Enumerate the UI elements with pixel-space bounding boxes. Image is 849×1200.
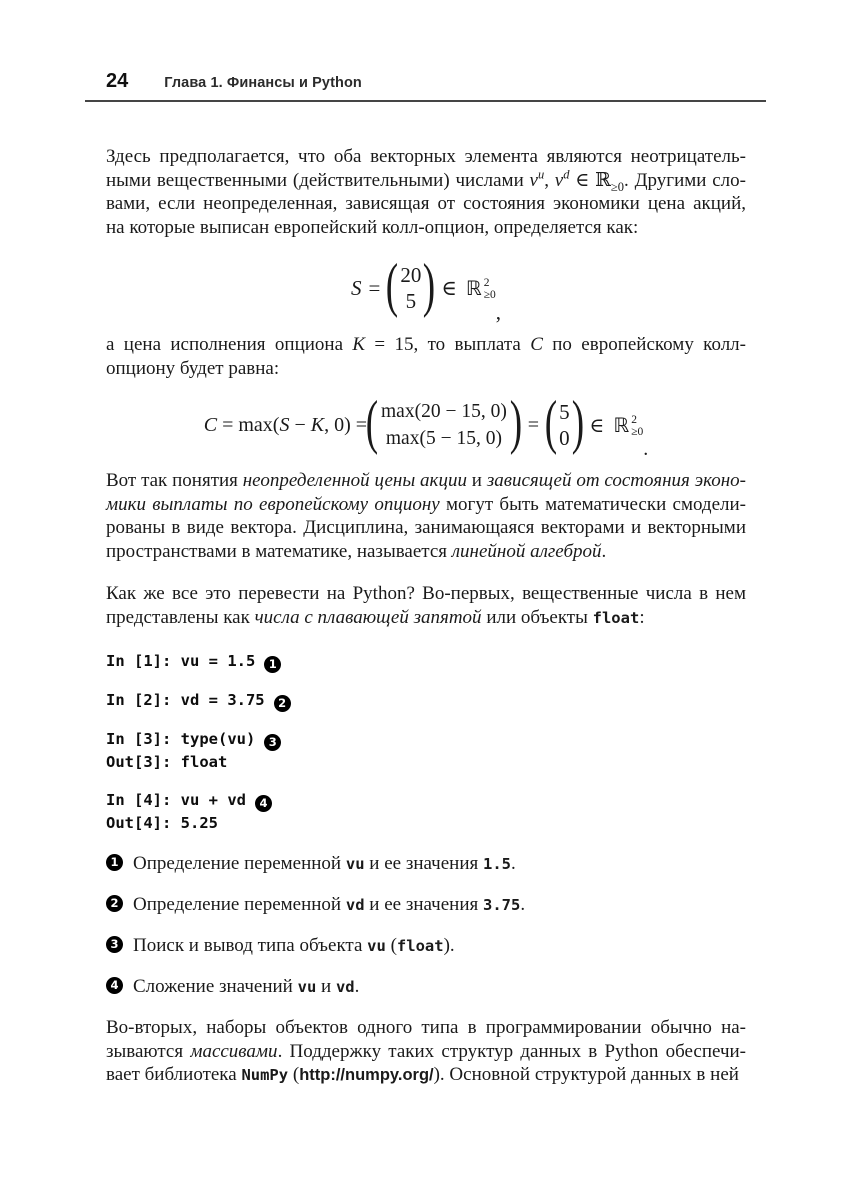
text-run: vd <box>345 896 365 914</box>
text-run: Поиск и вывод типа объекта <box>133 935 368 956</box>
double-struck-R: ℝ <box>613 413 630 437</box>
text-run: : <box>639 606 645 628</box>
text-line <box>106 1040 746 1064</box>
code-text: Out[3]: float <box>106 753 228 771</box>
text-run: , 0) = <box>324 413 368 436</box>
text-line <box>106 606 746 631</box>
vector-column <box>397 262 424 314</box>
text-run: и <box>466 470 487 491</box>
text-run: . <box>354 976 360 997</box>
text-run: vu <box>367 937 386 955</box>
text-run: и ее значения <box>364 853 483 874</box>
sup-sub-stack <box>631 414 643 438</box>
text-run: vu <box>345 855 365 873</box>
vector-column <box>556 399 573 451</box>
callout-3-badge: 3 <box>106 936 123 953</box>
text-run: ). Основной структурой данных в ней <box>433 1064 739 1085</box>
paragraph-numpy-arrays <box>106 1016 746 1088</box>
vector-entry: 0 <box>559 426 570 450</box>
vector-entry: 5 <box>559 400 570 424</box>
double-struck-R: ℝ <box>465 276 482 300</box>
text-run: = 15, то выплата <box>365 334 531 355</box>
text-run: Определение переменной <box>133 853 346 874</box>
page-header <box>106 0 746 93</box>
text-run: = max( <box>217 413 280 436</box>
text-line <box>106 333 746 357</box>
callout-item-3 <box>106 934 746 958</box>
callout-2-text <box>133 893 525 917</box>
callout-list <box>106 852 746 999</box>
left-paren: ( <box>544 389 558 455</box>
text-run: опциону будет равна: <box>106 357 280 379</box>
text-run: d <box>563 167 570 182</box>
math-row <box>203 389 649 460</box>
page-content <box>106 0 746 1088</box>
equation-payoff <box>106 389 746 460</box>
text-run: Во-вторых, наборы объектов одного типа в программировании обычно на- <box>106 1017 746 1038</box>
text-line <box>106 516 746 540</box>
chapter-title: Глава 1. Финансы и Python <box>164 75 362 91</box>
math-row <box>350 252 501 324</box>
callout-item-2 <box>106 893 746 917</box>
text-run: http://numpy.org/ <box>299 1066 434 1084</box>
text-run: Здесь предполагается, что оба векторных элемента являются неотрицатель- <box>106 146 746 167</box>
text-run: ≥0 <box>610 179 625 194</box>
text-run: u <box>537 167 545 182</box>
left-paren: ( <box>365 389 379 455</box>
text-run: C <box>530 334 543 355</box>
text-run: float <box>396 937 444 955</box>
equals-sign: = <box>527 413 540 436</box>
text-run: vu <box>297 978 317 996</box>
code-line <box>106 812 746 834</box>
code-line <box>106 751 746 773</box>
code-text: Out[4]: 5.25 <box>106 814 218 832</box>
vector-entry: 5 <box>405 289 417 313</box>
text-run: на которые выписан европейский колл-опцион, определяется как: <box>106 216 639 238</box>
text-line <box>106 1063 746 1088</box>
max-row: max(20 − 15, 0) <box>381 401 507 422</box>
text-run: ). <box>443 935 455 956</box>
text-run: ными вещественными (действительными) числами <box>106 169 530 191</box>
code-text: In [2]: vd = 3.75 <box>106 691 265 709</box>
formula-tail-comma: , <box>495 300 501 324</box>
callout-1-badge: 1 <box>106 854 123 871</box>
superscript: 2 <box>631 414 637 426</box>
equation-stock-vector <box>106 252 746 324</box>
callout-3-text <box>133 934 455 958</box>
text-run: . <box>510 853 516 874</box>
callout-marker: 4 <box>255 795 272 812</box>
text-run: и <box>316 976 336 997</box>
text-run: ( <box>288 1064 300 1085</box>
text-run: Сложение значений <box>133 976 298 997</box>
text-run: 1.5 <box>482 855 511 873</box>
code-line <box>106 728 746 751</box>
text-run: или объекты <box>481 606 593 628</box>
paragraph-intro <box>106 145 746 239</box>
right-paren: ) <box>423 252 436 318</box>
text-line <box>106 582 746 606</box>
left-paren: ( <box>386 252 399 318</box>
text-line <box>106 493 746 517</box>
text-run: . Другими сло- <box>624 169 746 191</box>
equals-sign: = <box>368 275 381 300</box>
code-block-ipython <box>106 650 746 834</box>
text-run: ∈ ℝ <box>569 169 611 191</box>
text-line <box>106 192 746 216</box>
text-run: , <box>544 169 555 191</box>
text-run: − <box>289 413 311 436</box>
text-run: v <box>554 169 564 191</box>
text-run: vd <box>335 978 355 996</box>
text-run: S <box>279 413 290 436</box>
element-of-sign: ∈ <box>441 275 457 300</box>
text-run: по европейскому колл- <box>542 334 746 355</box>
text-run: зываются <box>106 1040 191 1062</box>
text-line <box>106 540 746 564</box>
vector-entry: 20 <box>400 263 422 287</box>
text-line <box>106 145 746 169</box>
text-run: v <box>529 169 538 191</box>
callout-4-text <box>133 975 359 999</box>
text-run: числа с плавающей запятой <box>254 606 482 628</box>
text-run: K <box>352 334 366 355</box>
text-run: массивами <box>190 1040 278 1062</box>
text-run: ( <box>385 935 397 956</box>
text-run: а цена исполнения опциона <box>106 334 353 355</box>
math-var-S: S <box>350 275 362 300</box>
text-run: вает библиотека <box>106 1064 242 1085</box>
formula-tail-period: . <box>643 438 649 460</box>
text-line <box>106 216 746 240</box>
real-set <box>466 276 496 300</box>
sup-sub-stack <box>484 277 496 301</box>
text-run: неопределенной цены акции <box>242 470 467 491</box>
text-run: зависящей от состояния эконо- <box>486 470 746 491</box>
payoff-lhs <box>204 414 367 437</box>
text-run: 3.75 <box>482 896 521 914</box>
text-run: K <box>310 413 325 436</box>
text-line <box>106 469 746 493</box>
code-line <box>106 689 746 712</box>
callout-1-text <box>133 852 516 876</box>
code-text: In [1]: vu = 1.5 <box>106 652 256 670</box>
callout-marker: 1 <box>264 656 281 673</box>
code-line <box>106 789 746 812</box>
text-run: . Поддержку таких структур данных в Python обеспечи- <box>277 1040 746 1062</box>
code-text: In [3]: type(vu) <box>106 730 256 748</box>
paragraph-linear-algebra <box>106 469 746 563</box>
real-set <box>613 413 643 437</box>
paragraph-python-floats <box>106 582 746 630</box>
subscript: ≥0 <box>631 426 644 438</box>
text-run: NumPy <box>241 1066 289 1084</box>
code-text: In [4]: vu + vd <box>106 791 246 809</box>
text-run: Как же все это перевести на Python? Во-первых, вещественные числа в нем <box>106 583 746 604</box>
callout-4-badge: 4 <box>106 977 123 994</box>
max-row: max(5 − 15, 0) <box>385 428 502 449</box>
callout-item-4 <box>106 975 746 999</box>
code-blank-line <box>106 773 746 789</box>
text-line <box>106 169 746 193</box>
text-run: float <box>592 608 640 627</box>
superscript: 2 <box>483 277 490 289</box>
text-line <box>106 357 746 381</box>
callout-marker: 3 <box>264 734 281 751</box>
text-run: C <box>203 413 218 436</box>
text-run: Определение переменной <box>133 894 346 915</box>
callout-2-badge: 2 <box>106 895 123 912</box>
text-run: линейной алгеброй <box>451 540 602 562</box>
page-number: 24 <box>106 70 129 92</box>
text-run: . <box>601 540 607 562</box>
code-blank-line <box>106 712 746 728</box>
text-run: могут быть математически смодели- <box>439 493 746 515</box>
header-divider <box>85 100 766 102</box>
text-run: пространствами в математике, называется <box>106 540 452 562</box>
text-run: рованы в виде вектора. Дисциплина, занимающаяся векторами и векторными <box>106 517 746 538</box>
paragraph-strike-price <box>106 333 746 380</box>
subscript: ≥0 <box>483 289 496 301</box>
code-blank-line <box>106 673 746 689</box>
text-run: мики выплаты по европейскому опциону <box>106 493 440 515</box>
right-paren: ) <box>509 389 522 455</box>
callout-item-1 <box>106 852 746 876</box>
text-run: представлены как <box>106 606 255 628</box>
text-run: вами, если неопределенная, зависящая от состояния экономики цена акций, <box>106 193 746 214</box>
right-paren: ) <box>571 389 584 455</box>
max-column <box>377 398 511 452</box>
callout-marker: 2 <box>274 695 291 712</box>
text-run: и ее значения <box>364 894 483 915</box>
text-run: . <box>520 894 526 915</box>
text-run: Вот так понятия <box>106 470 243 491</box>
element-of-sign: ∈ <box>589 414 605 437</box>
text-line <box>106 1016 746 1040</box>
code-line <box>106 650 746 673</box>
